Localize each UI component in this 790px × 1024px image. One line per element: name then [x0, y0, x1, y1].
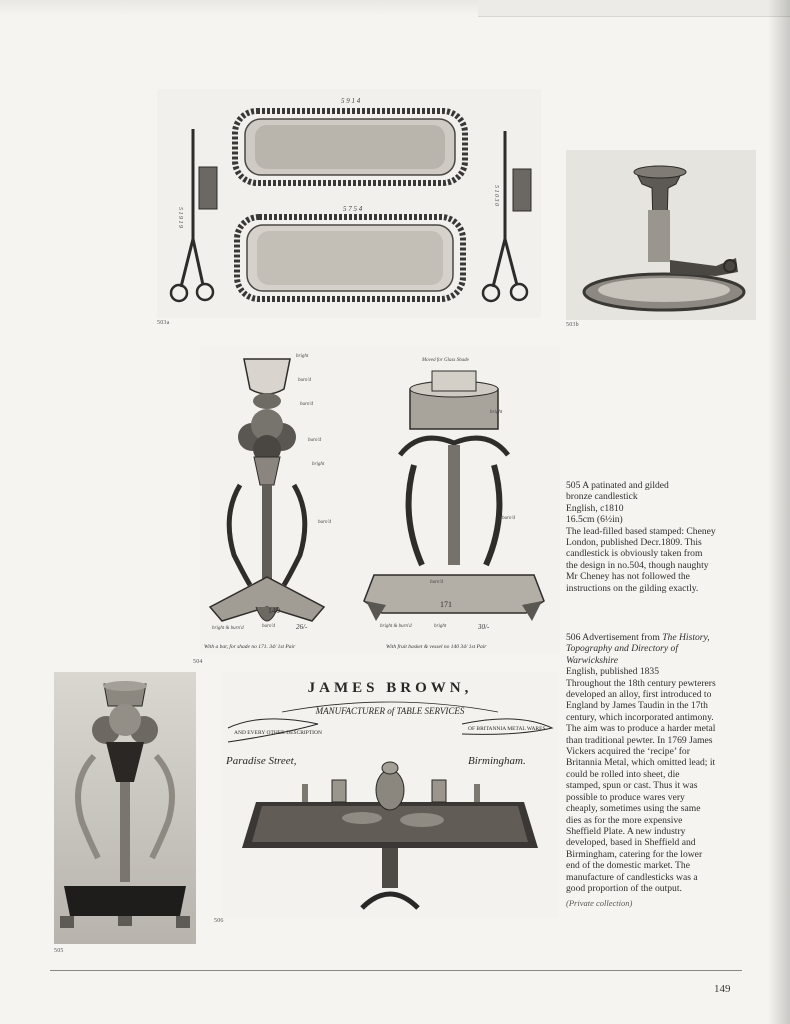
figure-503b-photo — [566, 150, 756, 320]
annotation-right-1: Moved for Glass Shade — [422, 358, 469, 363]
plate-mark-right: 5 1 0 3 0 — [493, 185, 499, 206]
chamberstick-photo — [566, 150, 756, 320]
caption-506-credit: (Private collection) — [566, 898, 633, 909]
figure-504-engraving — [200, 345, 560, 655]
figure-label-505: 505 — [54, 948, 64, 954]
figure-505-photo — [54, 672, 196, 944]
caption-505 — [566, 480, 716, 594]
caption-506-book-title: The History, Topography and Directory of Warwickshire — [566, 632, 710, 666]
annotation-left-7: bright & burn'd — [212, 626, 244, 631]
caption-506-heading — [566, 632, 716, 666]
annotation-left-4: burn'd — [308, 438, 322, 443]
engraving-price-left: 26/- — [296, 623, 308, 631]
annotation-left-5: bright — [312, 462, 325, 467]
caption-505-line2: bronze candlestick — [566, 491, 638, 503]
caption-506-intro: Advertisement from — [582, 632, 660, 643]
figure-label-503b: 503b — [566, 322, 579, 328]
annotation-right-5: bright — [434, 624, 447, 629]
footer-rule — [50, 970, 742, 971]
plate-mark-top: 5 9 1 4 — [341, 97, 361, 105]
plate-mark-middle: 5 7 5 4 — [343, 205, 363, 213]
engraving-price-right: 30/- — [478, 623, 490, 631]
annotation-left-1: bright — [296, 354, 309, 359]
annotation-left-8: burn'd — [262, 624, 276, 629]
ad-subheading: MANUFACTURER of TABLE SERVICES — [315, 706, 465, 716]
page-number: 149 — [714, 983, 731, 995]
engraving-caption-right: With fruit basket & vessel no 140 34/ 1st Pair — [386, 644, 487, 650]
snuffer-trays-engraving — [157, 89, 541, 318]
ad-street: Paradise Street, — [226, 755, 297, 767]
caption-506-number: 506 — [566, 632, 581, 643]
caption-505-title: A patinated and gilded — [582, 480, 669, 491]
ad-city: Birmingham. — [468, 755, 526, 767]
engraving-caption-left: With a bar, for shade no 171. 34/ 1st Pair — [204, 644, 296, 650]
figure-label-506: 506 — [214, 918, 224, 924]
plate-mark-left: 5 1 9 1 9 — [177, 207, 183, 228]
annotation-left-2: burn'd — [298, 378, 312, 383]
bronze-candlestick-photo — [54, 672, 196, 944]
design-number-171: 171 — [440, 600, 452, 609]
caption-505-line1 — [566, 480, 716, 491]
caption-505-line4: 16.5cm (6½in) — [566, 514, 623, 526]
figure-506-advertisement — [222, 672, 558, 918]
ad-left-banner: AND EVERY OTHER DESCRIPTION — [234, 730, 322, 736]
annotation-right-6: bright & burn'd — [380, 624, 412, 629]
ad-heading: JAMES BROWN, — [307, 680, 473, 696]
caption-506 — [566, 632, 716, 910]
figure-label-503a: 503a — [157, 320, 170, 326]
caption-506-body: Throughout the 18th century pewterers developed an alloy, first introduced to England by James Taudin in the 17th century, which incorporated antimony. The aim was to produce a harder metal than traditional pewter. In 1769 James Vickers acquired the ‘recipe’ for Britannia Metal, which omitted lead; it could be rolled into sheet, die stamped, spun or cast. Thus it was possible to produce wares very cheaply, sometimes using the same dies as for the more expensive Sheffield Plate. A new industry developed, based in Sheffield and Birmingham, catering for the lower end of the domestic market. The manufacture of candlesticks was a good proportion of the output. — [566, 677, 716, 894]
figure-503a-engraving — [157, 89, 541, 318]
annotation-left-6: burn'd — [318, 520, 332, 525]
caption-505-line3: English, c1810 — [566, 502, 624, 514]
scan-top-edge — [0, 0, 790, 16]
annotation-right-2: bright — [490, 410, 503, 415]
figure-label-504: 504 — [193, 659, 203, 665]
annotation-left-3: burn'd — [300, 402, 314, 407]
ad-right-banner: OF BRITANNIA METAL WARES. — [468, 726, 547, 732]
candlestick-designs-engraving — [200, 345, 560, 655]
caption-506-line1: English, published 1835 — [566, 666, 660, 678]
page-gutter-shadow — [768, 0, 790, 1024]
annotation-right-3: burn'd — [502, 516, 516, 521]
james-brown-advertisement — [222, 672, 558, 918]
design-number-140: 140 — [268, 606, 280, 615]
caption-505-body: The lead-filled based stamped: Cheney London, published Decr.1809. This candlestick is obviously taken from the design in no.504, though naughty Mr Cheney has not followed the instructions on the gilding exactly. — [566, 525, 716, 594]
caption-505-number: 505 — [566, 480, 581, 491]
annotation-right-4: burn'd — [430, 580, 444, 585]
